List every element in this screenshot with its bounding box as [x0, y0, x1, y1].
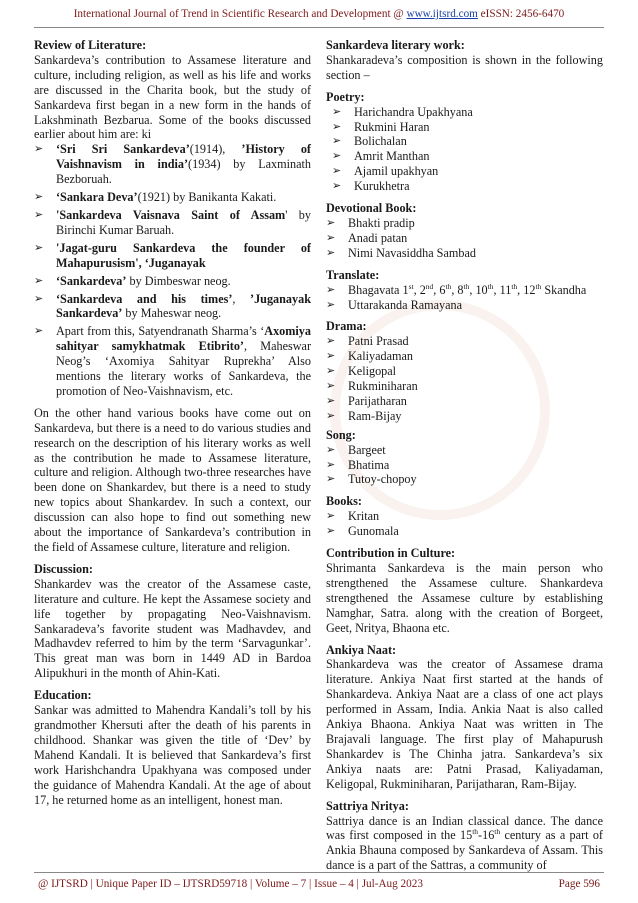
culture-heading: Contribution in Culture:: [326, 546, 456, 561]
translate-heading: Translate:: [326, 267, 380, 282]
list-item: ➢ Ram-Bijay: [326, 408, 402, 423]
arrowhead-bullet-icon: ➢: [34, 143, 44, 156]
list-item: ➢ Keligopal: [326, 364, 397, 379]
list-item: ➢ Kurukhetra: [332, 179, 410, 194]
review-heading: Review of Literature:: [34, 38, 147, 52]
arrowhead-bullet-icon: ➢: [332, 150, 342, 163]
arrowhead-bullet-icon: ➢: [326, 458, 336, 471]
ankiya-heading: Ankiya Naat:: [326, 642, 397, 657]
list-item: ➢ Bargeet: [326, 442, 386, 457]
books-right-list: [326, 509, 603, 539]
list-item: ➢ Ajamil upakhyan: [332, 164, 439, 179]
arrowhead-bullet-icon: ➢: [326, 283, 336, 296]
books-list: [34, 142, 311, 399]
arrowhead-bullet-icon: ➢: [326, 443, 336, 456]
right-column: [326, 38, 603, 873]
education-heading: Education:: [34, 688, 92, 703]
books-heading: Books:: [326, 494, 362, 509]
header-journal-title: International Journal of Trend in Scientific Research and Development @: [73, 8, 407, 20]
song-list: [326, 443, 603, 488]
list-item: ➢ Anadi patan: [326, 230, 408, 245]
arrowhead-bullet-icon: ➢: [326, 231, 336, 244]
list-item: ➢ Harichandra Upakhyana: [332, 104, 473, 119]
footer-divider: [34, 872, 604, 873]
list-item: ➢ Kaliyadaman: [326, 349, 413, 364]
list-item: ➢ 'Sankardeva Vaisnava Saint of Assam' by Birinchi Kumar Baruah.: [34, 207, 311, 237]
arrowhead-bullet-icon: ➢: [34, 241, 44, 254]
arrowhead-bullet-icon: ➢: [34, 292, 44, 305]
list-item: ➢ ‘Sankardeva’ by Dimbeswar neog.: [34, 273, 231, 288]
arrowhead-bullet-icon: ➢: [326, 473, 336, 486]
list-item: ➢ Amrit Manthan: [332, 149, 430, 164]
arrowhead-bullet-icon: ➢: [326, 394, 336, 407]
list-item: ➢ Apart from this, Satyendranath Sharma’s ‘Axomiya sahityar samykhatmak Etibrito’, Maheswar Neog’s ‘Axomiya Sahityar Ruprekha’ Also mentions the literary works of Sankardeva, the promotion of Neo-Vaishnavism, etc.: [34, 324, 312, 398]
list-item: ➢ ‘Sankara Deva’(1921) by Banikanta Kakati.: [34, 190, 277, 205]
list-item: ➢ Bhagavata 1st, 2nd, 6th, 8th, 10th, 11th, 12th Skandha: [326, 281, 587, 297]
list-item: ➢ ‘Sankardeva and his times’, ’Juganayak Sankardeva’ by Maheswar neog.: [34, 291, 311, 321]
literary-work-paragraph: Shankaradeva’s composition is shown in the following section –: [326, 52, 603, 82]
culture-paragraph: Shrimanta Sankardeva is the main person who strengthened the Assamese culture. Shankardeva strengthened the Assamese culture by establishing Namghar, Satra. along with the creation of Borgeet, Geet, Nritya, Bhaona etc.: [326, 561, 603, 635]
review-paragraph: Sankardeva’s contribution to Assamese literature and culture, including religion, as well as his life and works are discussed in the Charita book, but the study of Sankardeva first began in a new form in the hands of Lakshminath Bezbarua. Some of the books discussed earlier about him are: ki: [34, 52, 311, 142]
list-item: ➢ Bhakti pradip: [326, 215, 415, 230]
arrowhead-bullet-icon: ➢: [332, 135, 342, 148]
translate-list: [326, 283, 603, 313]
running-header: [0, 8, 638, 20]
arrowhead-bullet-icon: ➢: [326, 409, 336, 422]
list-item: ➢ Gunomala: [326, 524, 399, 539]
literary-work-heading: Sankardeva literary work:: [326, 38, 465, 52]
list-item: ➢ Bolichalan: [332, 134, 407, 149]
arrowhead-bullet-icon: ➢: [332, 165, 342, 178]
list-item: ➢ Patni Prasad: [326, 334, 409, 349]
left-column: [34, 38, 311, 807]
header-divider: [34, 27, 604, 28]
discussion-heading: Discussion:: [34, 561, 93, 576]
poetry-heading: Poetry:: [326, 89, 365, 104]
arrowhead-bullet-icon: ➢: [326, 525, 336, 538]
arrowhead-bullet-icon: ➢: [332, 180, 342, 193]
list-item: ➢ Uttarakanda Ramayana: [326, 297, 463, 312]
drama-heading: Drama:: [326, 319, 367, 334]
list-item: ➢ Bhatima: [326, 457, 390, 472]
sattriya-paragraph: Sattriya dance is an Indian classical dance. The dance was first composed in the 15th-16th century as a part of Ankia Bhauna composed by Sankardeva of Assam. This dance is a part of the Sattras, a community of: [326, 813, 603, 873]
list-item: ➢ Tutoy-chopoy: [326, 472, 417, 487]
arrowhead-bullet-icon: ➢: [34, 191, 44, 204]
discussion-paragraph: Shankardev was the creator of the Assamese caste, literature and culture. He kept the Assamese society and life together by propagating Neo-Vaishnavism. Sankaradeva’s favorite student was Madhavdev, and Madhavdev referred to him by the term ‘Sarvagunkar’. This great man was born in 1449 AD in Bardoa Alipukhuri in the month of Ahin-Kati.: [34, 576, 311, 681]
drama-list: [326, 334, 603, 423]
arrowhead-bullet-icon: ➢: [326, 335, 336, 348]
arrowhead-bullet-icon: ➢: [332, 105, 342, 118]
devotional-list: [326, 216, 603, 261]
journal-website-link[interactable]: www.ijtsrd.com: [406, 8, 478, 20]
arrowhead-bullet-icon: ➢: [34, 325, 44, 338]
arrowhead-bullet-icon: ➢: [326, 246, 336, 259]
arrowhead-bullet-icon: ➢: [326, 510, 336, 523]
arrowhead-bullet-icon: ➢: [326, 350, 336, 363]
page-number: Page 596: [558, 878, 600, 890]
list-item: ➢ Nimi Navasiddha Sambad: [326, 245, 476, 260]
song-heading: Song:: [326, 427, 356, 442]
devotional-heading: Devotional Book:: [326, 201, 417, 216]
education-paragraph: Sankar was admitted to Mahendra Kandali’s toll by his grandmother Khersuti after the death of his parents in childhood. Shankar was given the title of ‘Dev’ by Mahend Kandali. It is believed that Sankardeva’s first work Harishchandra Upakhyana was composed under the guidance of Mahendra Kandali. At the age of about 17, he returned home as an intelligent, honest man.: [34, 703, 311, 807]
sattriya-heading: Sattriya Nritya:: [326, 798, 409, 813]
list-item: ➢ Kritan: [326, 509, 380, 524]
ankiya-paragraph: Shankardeva was the creator of Assamese drama literature. Ankiya Naat first started at the hands of Shankardeva. Ankiya Naat are a class of one act plays performed in Assam, India. Ankia Naat is also called Ankiya Bhaona. Ankiya Naat was written in The Brajavali language. The first play of Mahapurush Shankardev is The Chinha jatra. Sankardeva’s six Ankiya naats are: Patni Prasad, Kaliyadaman, Keligopal, Rukminiharan, Parijatharan, Ram-Bijay.: [326, 657, 603, 791]
list-item: ➢ Rukminiharan: [326, 379, 418, 394]
arrowhead-bullet-icon: ➢: [34, 208, 44, 221]
footer-paper-info: @ IJTSRD | Unique Paper ID – IJTSRD59718 | Volume – 7 | Issue – 4 | Jul-Aug 2023: [38, 878, 423, 890]
arrowhead-bullet-icon: ➢: [326, 380, 336, 393]
arrowhead-bullet-icon: ➢: [34, 274, 44, 287]
poetry-list: [326, 105, 603, 194]
arrowhead-bullet-icon: ➢: [326, 365, 336, 378]
arrowhead-bullet-icon: ➢: [332, 120, 342, 133]
header-issn: eISSN: 2456-6470: [477, 8, 565, 20]
other-books-paragraph: On the other hand various books have come out on Sankardeva, but there is a need to do various studies and research on the description of his literary works as well as the contribution he made to Assamese literature, culture and religion. Although two-three researches have been done on Shankardev, but there is a need to study new topics about Shankardev. In such a context, our discussion can also hope to find out something new about the importance of Sankardeva’s contribution in the field of Assamese culture, literature and religion.: [34, 405, 311, 554]
list-item: ➢ Rukmini Haran: [332, 119, 430, 134]
list-item: ➢ Parijatharan: [326, 393, 407, 408]
list-item: ➢ ‘Sri Sri Sankardeva’(1914), ’History of Vaishnavism in india’(1934) by Laxminath Bezboruah.: [34, 142, 311, 187]
arrowhead-bullet-icon: ➢: [326, 216, 336, 229]
list-item: ➢ 'Jagat-guru Sankardeva the founder of Mahapurusism', ‘Juganayak: [34, 240, 311, 270]
arrowhead-bullet-icon: ➢: [326, 298, 336, 311]
